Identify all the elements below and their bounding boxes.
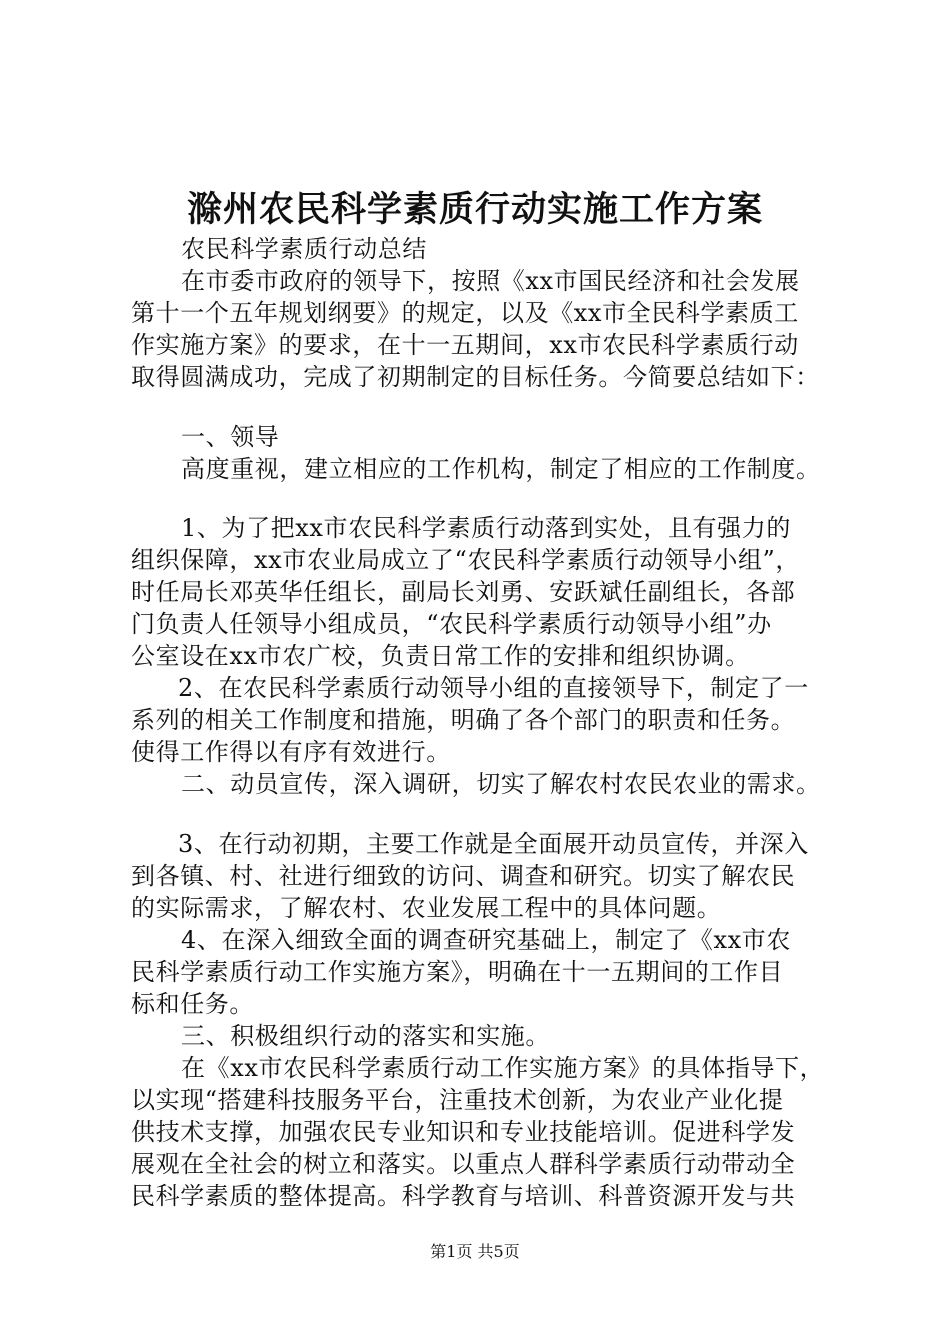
- body-line: 时任局长邓英华任组长，副局长刘勇、安跃斌任副组长，各部: [131, 578, 796, 606]
- body-line: 民科学素质的整体提高。科学教育与培训、科普资源开发与共: [131, 1182, 796, 1210]
- section-heading: 二、动员宣传，深入调研，切实了解农村农民农业的需求。: [181, 770, 821, 798]
- body-line: 以实现“搭建科技服务平台，注重技术创新，为农业产业化提: [131, 1086, 784, 1114]
- body-line: 供技术支撑，加强农民专业知识和专业技能培训。促进科学发: [131, 1118, 796, 1146]
- body-line: 在市委市政府的领导下，按照《xx市国民经济和社会发展: [181, 267, 800, 295]
- body-line: 系列的相关工作制度和措施，明确了各个部门的职责和任务。: [131, 706, 796, 734]
- body-line: 组织保障，xx市农业局成立了“农民科学素质行动领导小组”，: [131, 546, 801, 574]
- body-line: 3、在行动初期，主要工作就是全面展开动员宣传，并深入: [178, 830, 809, 858]
- body-line: 取得圆满成功，完成了初期制定的目标任务。今简要总结如下：: [131, 363, 820, 391]
- body-line: 的实际需求，了解农村、农业发展工程中的具体问题。: [131, 894, 722, 922]
- body-line: 民科学素质行动工作实施方案》，明确在十一五期间的工作目: [131, 958, 784, 986]
- page-number: 第1页 共5页: [430, 1242, 520, 1261]
- body-line: 公室设在xx市农广校，负责日常工作的安排和组织协调。: [131, 642, 750, 670]
- body-line: 到各镇、村、社进行细致的访问、调查和研究。切实了解农民: [131, 862, 796, 890]
- body-line: 门负责人任领导小组成员，“农民科学素质行动领导小组”办: [131, 610, 772, 638]
- section-heading: 三、积极组织行动的落实和实施。: [181, 1022, 550, 1050]
- body-line: 第十一个五年规划纲要》的规定，以及《xx市全民科学素质工: [131, 299, 799, 327]
- body-line: 展观在全社会的树立和落实。以重点人群科学素质行动带动全: [131, 1150, 796, 1178]
- body-line: 标和任务。: [131, 990, 254, 1018]
- body-line: 高度重视，建立相应的工作机构，制定了相应的工作制度。: [181, 455, 821, 483]
- body-line: 4、在深入细致全面的调查研究基础上，制定了《xx市农: [181, 926, 791, 954]
- body-line: 使得工作得以有序有效进行。: [131, 738, 451, 766]
- body-line: 农民科学素质行动总结: [181, 235, 427, 263]
- section-heading: 一、领导: [181, 423, 280, 451]
- document-title: 滁州农民科学素质行动实施工作方案: [186, 189, 763, 230]
- body-line: 2、在农民科学素质行动领导小组的直接领导下，制定了一: [178, 674, 809, 702]
- body-line: 1、为了把xx市农民科学素质行动落到实处，且有强力的: [181, 514, 791, 542]
- body-line: 在《xx市农民科学素质行动工作实施方案》的具体指导下，: [181, 1054, 825, 1082]
- body-line: 作实施方案》的要求，在十一五期间，xx市农民科学素质行动: [131, 331, 799, 359]
